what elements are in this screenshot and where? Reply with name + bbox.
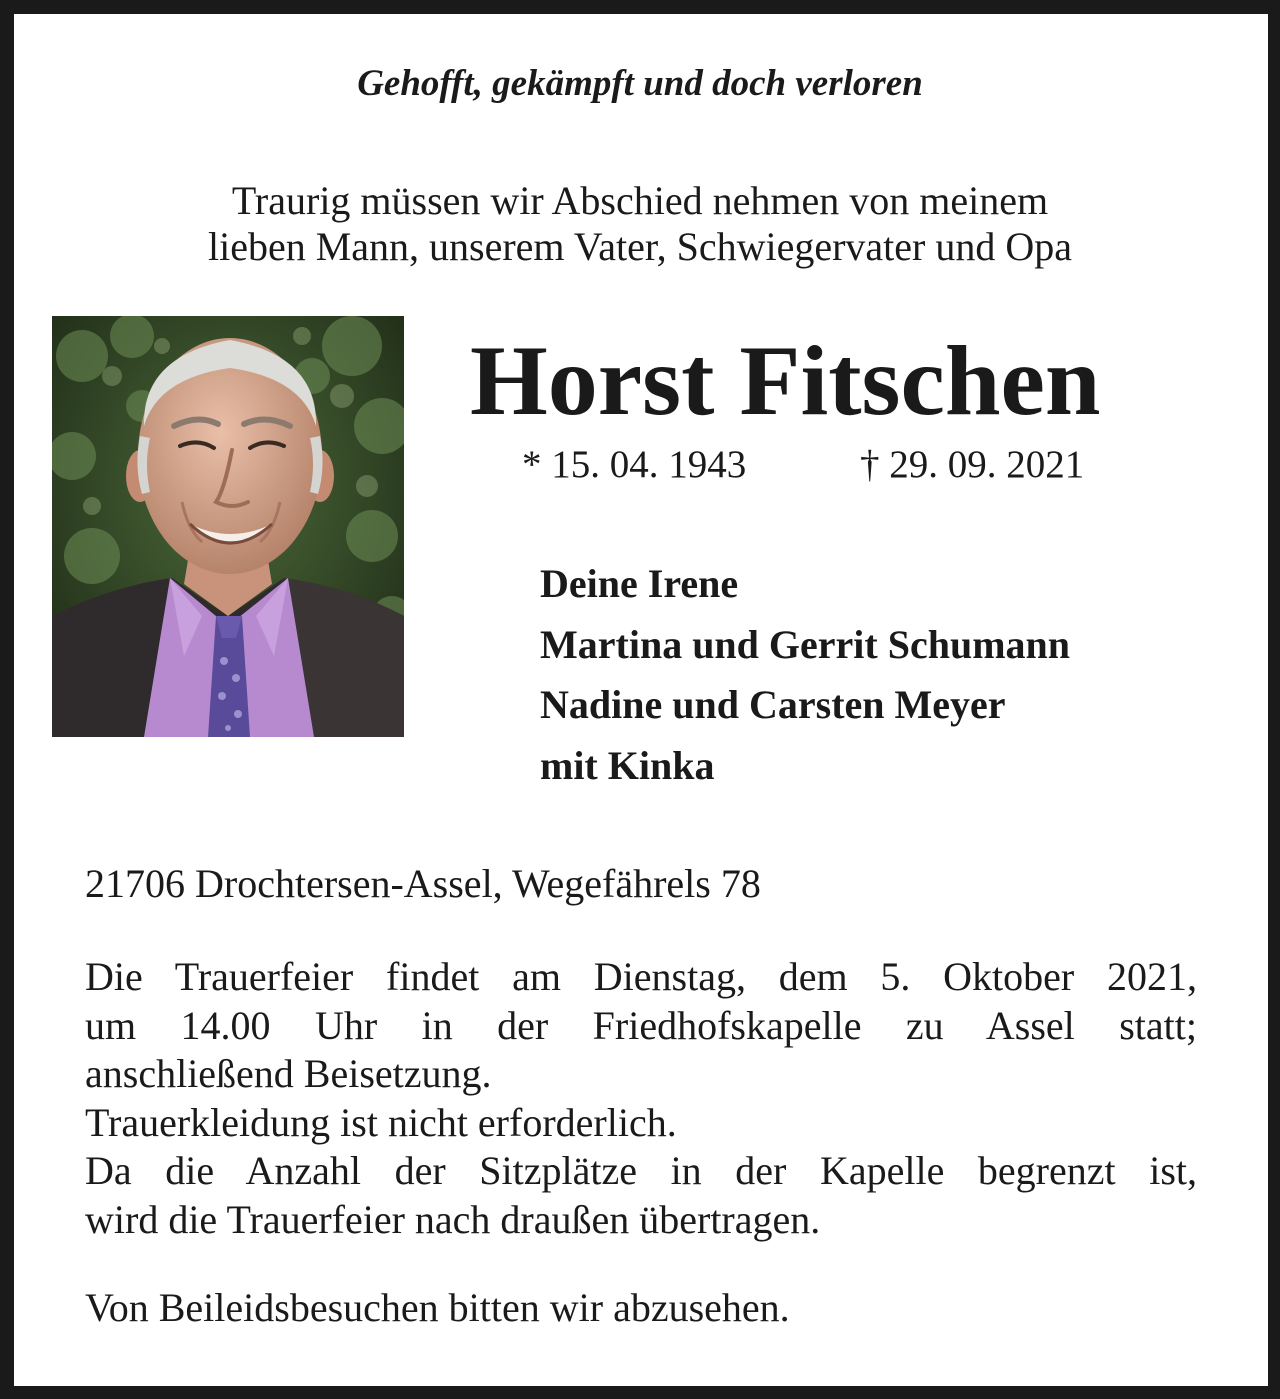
family-line: Deine Irene <box>540 561 739 606</box>
deceased-name: Horst Fitschen <box>470 325 1101 436</box>
family-line: Martina und Gerrit Schumann <box>540 621 1071 667</box>
intro-line: Traurig müssen wir Abschied nehmen von meinem <box>231 178 1049 223</box>
details-line: Da die Anzahl der Sitzplätze in der Kapelle begrenzt ist, <box>85 1148 1197 1194</box>
family-line: mit Kinka <box>540 742 715 788</box>
details-line: anschließend Beisetzung. <box>85 1051 492 1097</box>
intro-line: lieben Mann, unserem Vater, Schwiegervater und Opa <box>207 224 1073 269</box>
death-date: † 29. 09. 2021 <box>860 443 1085 486</box>
closing-note: Von Beileidsbesuchen bitten wir abzusehen. <box>85 1285 790 1330</box>
details-line: Trauerkleidung ist nicht erforderlich. <box>85 1099 677 1145</box>
address: 21706 Drochtersen-Assel, Wegefährels 78 <box>85 861 761 906</box>
intro-text <box>0 178 1280 270</box>
family-line: Nadine und Carsten Meyer <box>540 682 1006 727</box>
funeral-details <box>85 953 1197 1245</box>
portrait-illustration <box>52 316 404 737</box>
details-line: Die Trauerfeier findet am Dienstag, dem 5. Oktober 2021, <box>85 954 1197 999</box>
details-line: um 14.00 Uhr in der Friedhofskapelle zu Assel statt; <box>85 1002 1197 1048</box>
birth-date: * 15. 04. 1943 <box>522 443 747 486</box>
motto: Gehofft, gekämpft und doch verloren <box>357 63 923 104</box>
portrait-photo <box>52 316 404 737</box>
family-signatures <box>540 554 1240 796</box>
details-line: wird die Trauerfeier nach draußen übertragen. <box>85 1196 821 1242</box>
